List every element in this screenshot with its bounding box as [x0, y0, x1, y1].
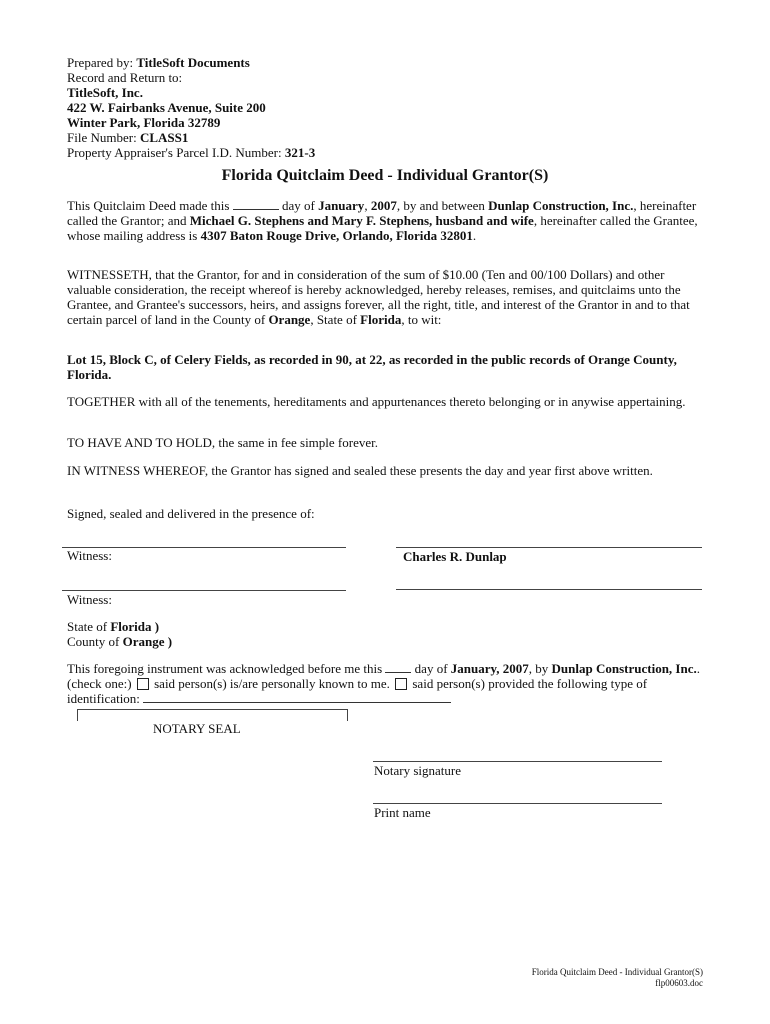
file-number-value: CLASS1: [139, 130, 189, 145]
witnesseth-text: WITNESSETH, that the Grantor, for and in consideration of the sum of $10.00 (Ten and 00/100 Dollars) and other valuable consideration, the receipt whereof is hereby acknowledged, hereby releases, remises, and quitclaims unto the Grantee, and Grantee's successors, heirs, and assigns forever, all the right, title, and interest of the Grantor in and to that certain parcel of land in the County of: [67, 267, 690, 327]
prepared-by-label: Prepared by:: [67, 55, 134, 70]
grantor-signature-line[interactable]: [396, 547, 702, 548]
grantee-address: 4307 Baton Rouge Drive, Orlando, Florida 32801: [200, 228, 473, 243]
intro-paragraph: [67, 198, 707, 243]
ack-text: , by: [528, 661, 549, 676]
prepared-by-line: [67, 55, 315, 70]
parcel-id-value: 321-3: [284, 145, 316, 160]
ack-text: provided the following type of identification:: [67, 676, 648, 706]
notary-seal-box-right: [347, 709, 348, 721]
return-company: TitleSoft, Inc.: [67, 85, 143, 100]
venue-state-label: State of: [67, 619, 108, 634]
intro-text: .: [472, 228, 477, 243]
intro-text: ,: [364, 198, 368, 213]
legal-description: Lot 15, Block C, of Celery Fields, as recorded in 90, at 22, as recorded in the public records of Orange County, Florida.: [67, 352, 677, 382]
print-name-line[interactable]: [373, 803, 662, 804]
witness2-label: Witness:: [67, 592, 112, 607]
personally-known-checkbox[interactable]: [137, 678, 149, 690]
intro-text: , hereinafter called the Grantor; and: [67, 198, 697, 228]
ack-text: . (check one:): [67, 661, 700, 691]
parcel-id-label: Property Appraiser's Parcel I.D. Number:: [67, 145, 282, 160]
ack-name: Dunlap Construction, Inc.: [551, 661, 697, 676]
intro-text: , hereinafter called the Grantee, whose mailing address is: [67, 213, 698, 243]
witnesseth-text: , to wit:: [401, 312, 442, 327]
signed-sealed-line: Signed, sealed and delivered in the presence of:: [67, 506, 315, 521]
grantee-names: Michael G. Stephens and Mary F. Stephens, husband and wife: [189, 213, 534, 228]
together-clause: TOGETHER with all of the tenements, hereditaments and appurtenances thereto belonging or in anywise appertaining.: [67, 394, 686, 409]
file-number-label: File Number:: [67, 130, 137, 145]
notary-seal-label: NOTARY SEAL: [153, 721, 241, 736]
intro-text: This Quitclaim Deed made this: [67, 198, 230, 213]
witness2-signature-line[interactable]: [62, 590, 346, 591]
page-footer: [532, 967, 703, 989]
witnesseth-text: , State of: [310, 312, 357, 327]
grantor-signer-name: Charles R. Dunlap: [403, 549, 507, 564]
notary-seal-box-top: [77, 709, 348, 710]
provided-id-checkbox[interactable]: [395, 678, 407, 690]
witness1-label: Witness:: [67, 548, 112, 563]
intro-text: , by and between: [396, 198, 485, 213]
venue-county: [67, 634, 172, 649]
ack-option-known: said person(s) is/are personally known to me.: [154, 676, 390, 691]
record-return-label: Record and Return to:: [67, 70, 183, 85]
property-state: Florida: [360, 312, 402, 327]
in-witness-clause: IN WITNESS WHEREOF, the Grantor has signed and sealed these presents the day and year first above written.: [67, 463, 653, 478]
venue-county-label: County of: [67, 634, 120, 649]
ack-date: January, 2007: [450, 661, 529, 676]
habendum-clause: TO HAVE AND TO HOLD, the same in fee simple forever.: [67, 435, 378, 450]
ack-option-id: said person(s): [412, 676, 485, 691]
ack-text: day of: [414, 661, 448, 676]
return-city-line: [67, 115, 315, 130]
file-number-line: [67, 130, 315, 145]
preparer-block: [67, 55, 315, 160]
intro-text: day of: [281, 198, 315, 213]
footer-file-name: flp00603.doc: [655, 978, 703, 988]
parcel-id-line: [67, 145, 315, 160]
deed-year: 2007: [370, 198, 397, 213]
second-grantor-signature-line[interactable]: [396, 589, 702, 590]
venue-county-value: Orange ): [122, 634, 173, 649]
day-blank[interactable]: [233, 198, 279, 210]
return-address: 422 W. Fairbanks Avenue, Suite 200: [67, 100, 266, 115]
document-title: Florida Quitclaim Deed - Individual Grantor(S): [221, 167, 549, 184]
return-state-zip: , Florida 32789: [136, 115, 221, 130]
print-name-label: Print name: [374, 805, 431, 820]
grantor-name: Dunlap Construction, Inc.: [488, 198, 634, 213]
prepared-by-value: TitleSoft Documents: [136, 55, 250, 70]
property-county: Orange: [268, 312, 311, 327]
ack-day-blank[interactable]: [385, 661, 411, 673]
venue-state-value: Florida ): [110, 619, 160, 634]
witnesseth-paragraph: [67, 267, 707, 327]
footer-form-title: Florida Quitclaim Deed - Individual Grantor(S): [531, 967, 703, 977]
deed-month: January: [318, 198, 365, 213]
notary-signature-line[interactable]: [373, 761, 662, 762]
return-city: Winter Park: [67, 115, 137, 130]
acknowledgment-paragraph: [67, 661, 707, 706]
notary-seal-box-left: [77, 709, 78, 721]
identification-type-field[interactable]: [143, 691, 451, 703]
notary-signature-label: Notary signature: [374, 763, 462, 778]
venue-state: [67, 619, 159, 634]
ack-text: This foregoing instrument was acknowledged before me this: [67, 661, 383, 676]
